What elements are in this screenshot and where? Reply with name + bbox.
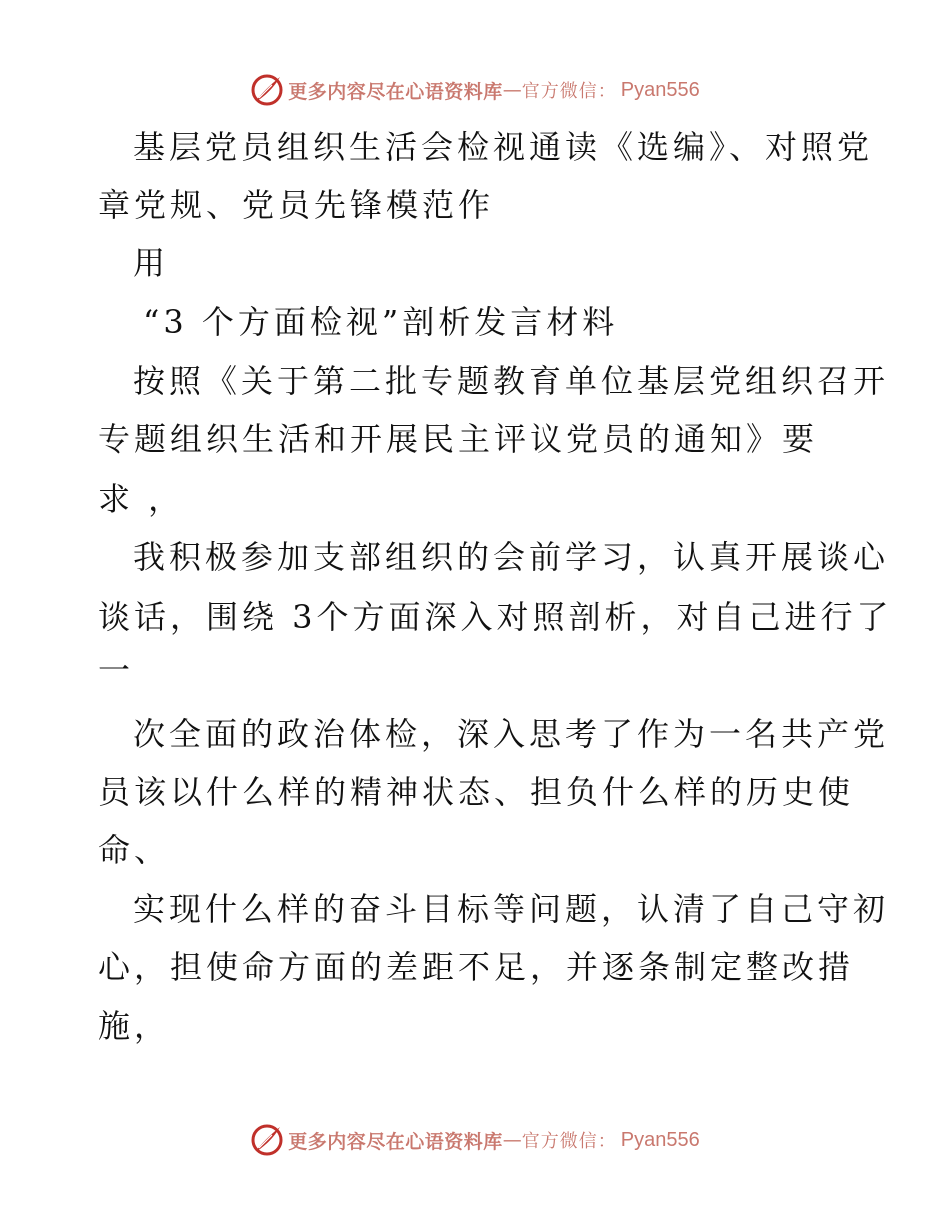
text-line: 一 bbox=[98, 651, 135, 689]
feather-logo-icon bbox=[250, 73, 284, 107]
feather-logo-icon bbox=[250, 1123, 284, 1157]
text-line: 员该以什么样的精神状态、担负什么样的历史使 bbox=[98, 773, 855, 811]
text-line: 次全面的政治体检，深入思考了作为一名共产党 bbox=[133, 715, 890, 753]
wechat-id: Pyan556 bbox=[620, 1128, 700, 1151]
site-name: 更多内容尽在心语资料库 bbox=[288, 80, 503, 103]
wechat-id: Pyan556 bbox=[620, 78, 700, 101]
text-line: 章党规、党员先锋模范作 bbox=[98, 186, 495, 224]
wechat-label: 官方微信： bbox=[521, 1131, 617, 1152]
banner-dash: — bbox=[502, 79, 522, 101]
site-name: 更多内容尽在心语资料库 bbox=[288, 1130, 503, 1153]
banner-dash: — bbox=[502, 1129, 522, 1151]
header-watermark-banner bbox=[0, 70, 950, 110]
text-line: 专题组织生活和开展民主评议党员的通知》要 bbox=[98, 420, 819, 458]
text-line: 我积极参加支部组织的会前学习，认真开展谈心 bbox=[133, 538, 890, 576]
footer-watermark-banner bbox=[0, 1120, 950, 1160]
text-line: “3 个方面检视”剖析发言材料 bbox=[143, 303, 619, 341]
text-line: 命、 bbox=[98, 831, 171, 869]
text-line: 求 ， bbox=[98, 480, 185, 518]
text-line: 谈话，围绕 3个方面深入对照剖析，对自己进行了 bbox=[98, 598, 893, 636]
text-line: 实现什么样的奋斗目标等问题，认清了自己守初 bbox=[133, 890, 890, 928]
text-line: 施， bbox=[98, 1007, 171, 1045]
text-line: 按照《关于第二批专题教育单位基层党组织召开 bbox=[133, 362, 890, 400]
text-line: 用 bbox=[133, 244, 170, 282]
text-line: 心，担使命方面的差距不足，并逐条制定整改措 bbox=[98, 948, 855, 986]
wechat-label: 官方微信： bbox=[521, 81, 617, 102]
text-line: 基层党员组织生活会检视通读《选编》、对照党 bbox=[133, 128, 874, 166]
